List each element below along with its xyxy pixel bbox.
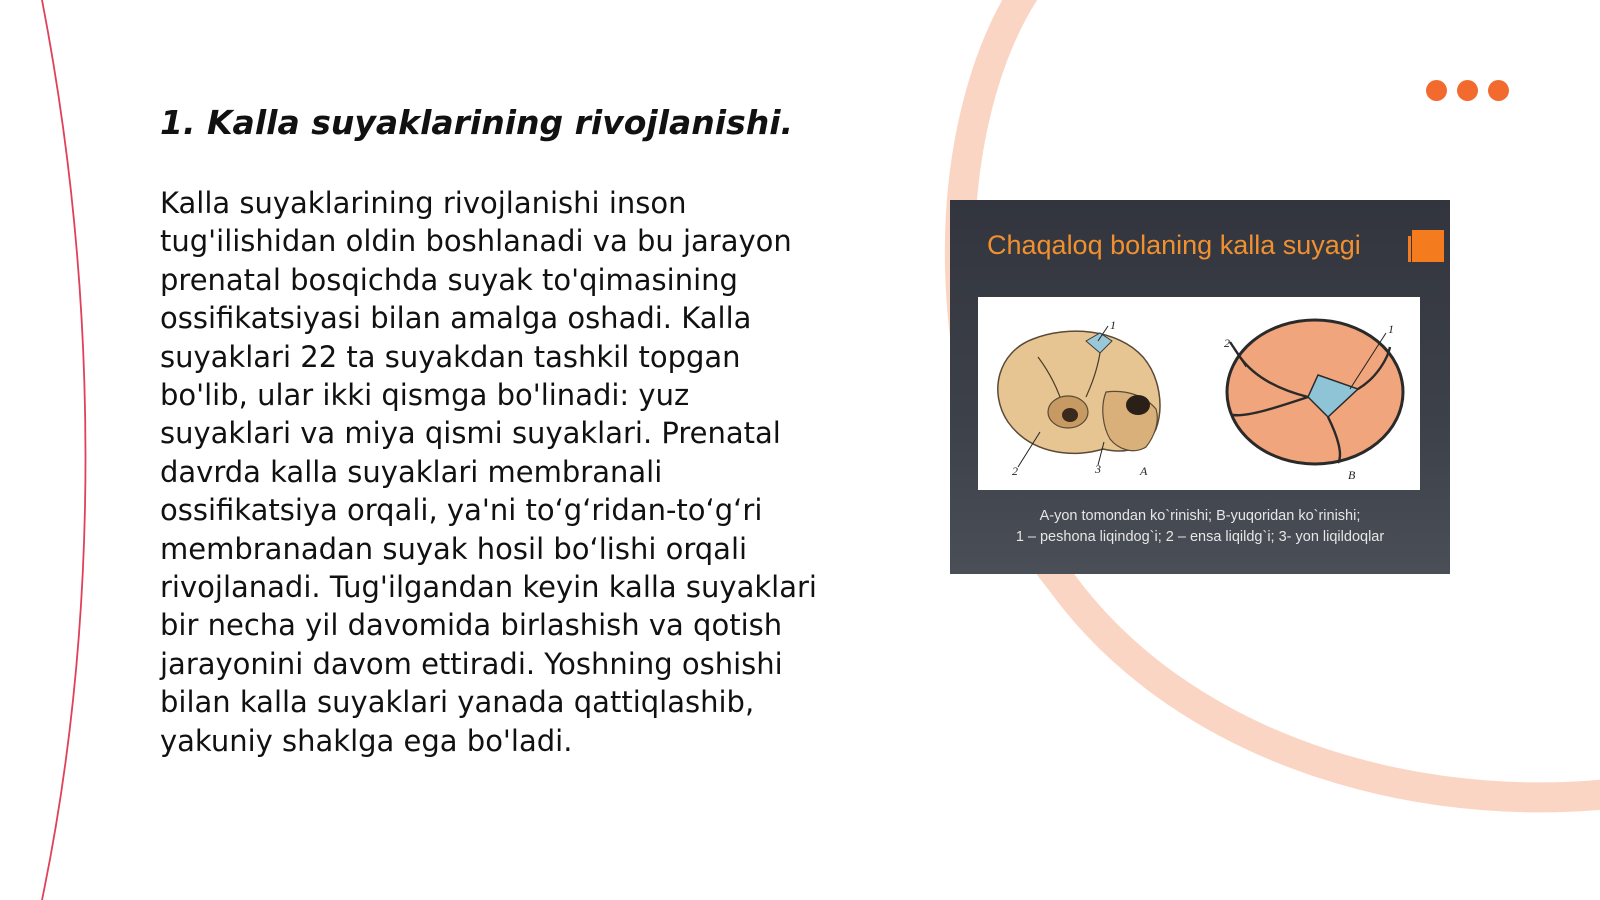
label-b-2: 2: [1224, 336, 1230, 350]
body-line: jarayonini davom ettiradi. Yoshning oshishi: [160, 646, 783, 681]
body-line: ossifikatsiya orqali, ya'ni to‘g‘ridan-to‘g‘ri: [160, 493, 763, 528]
skull-figure: [950, 200, 1450, 574]
slide-title: 1. Kalla suyaklarining rivojlanishi.: [160, 103, 794, 142]
figure-caption-line-1: A-yon tomondan ko`rinishi; B-yuqoridan ko`rinishi;: [1039, 508, 1361, 524]
ellipsis-dots-icon: [1426, 80, 1509, 101]
skull-side-ear-hole: [1062, 408, 1078, 422]
skull-illustration-panel: [978, 297, 1420, 490]
figure-caption-line-2: 1 – peshona liqindog`i; 2 – ensa liqildg`i; 3- yon liqildoqlar: [1015, 529, 1385, 545]
body-line: davrda kalla suyaklari membranali: [160, 454, 663, 489]
body-line: yakuniy shaklga ega bo'ladi.: [160, 723, 573, 758]
dot-3: [1488, 80, 1509, 101]
body-line: Kalla suyaklarining rivojlanishi inson: [160, 186, 687, 220]
body-line: ossifikatsiyasi bilan amalga oshadi. Kalla: [160, 301, 752, 336]
dot-1: [1426, 80, 1447, 101]
body-line: suyaklari va miya qismi suyaklari. Prenatal: [160, 416, 781, 451]
body-line: prenatal bosqichda suyak to'qimasining: [160, 262, 738, 297]
figure-title: Chaqaloq bolaning kalla suyagi: [987, 230, 1361, 260]
body-line: bo'lib, ular ikki qismga bo'linadi: yuz: [160, 378, 690, 413]
body-line: suyaklari 22 ta suyakdan tashkil topgan: [160, 339, 741, 374]
label-a-view: A: [1140, 464, 1148, 478]
dot-2: [1457, 80, 1478, 101]
label-a-1: 1: [1110, 318, 1116, 332]
left-accent-line: [42, 0, 86, 900]
figure-title-accent: [1412, 230, 1444, 262]
label-a-3: 3: [1095, 462, 1101, 476]
body-line: tug'ilishidan oldin boshlanadi va bu jarayon: [160, 224, 792, 259]
skull-side-orbit: [1126, 395, 1150, 415]
body-line: bilan kalla suyaklari yanada qattiqlashib,: [160, 685, 755, 720]
body-line: rivojlanadi. Tug'ilgandan keyin kalla suyaklari: [160, 570, 817, 605]
skull-side-view: [998, 318, 1160, 478]
figure-title-cursor: [1408, 236, 1411, 262]
slide-body: [160, 184, 880, 760]
skull-top-view: [1224, 320, 1403, 482]
body-line: membranadan suyak hosil bo‘lishi orqali: [160, 531, 748, 566]
body-line: bir necha yil davomida birlashish va qotish: [160, 608, 783, 643]
label-b-1: 1: [1388, 322, 1394, 336]
label-a-2: 2: [1012, 464, 1018, 478]
label-b-view: B: [1348, 468, 1356, 482]
